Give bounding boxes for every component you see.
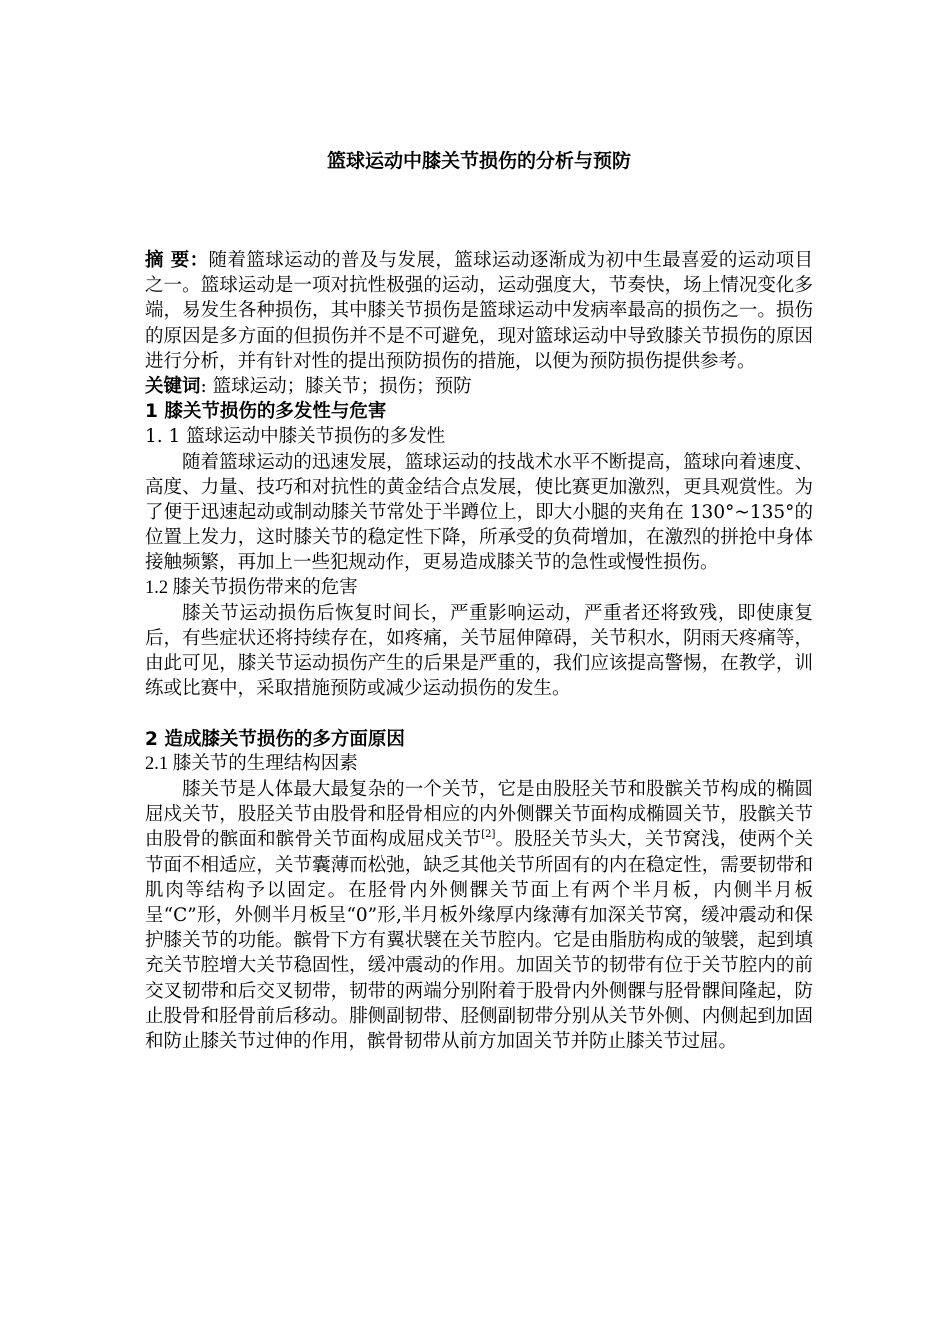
abstract-paragraph xyxy=(145,248,813,374)
page-title: 篮球运动中膝关节损伤的分析与预防 xyxy=(326,150,631,172)
section-2-1-text-b: 。股胫关节头大，关节窝浅，使两个关节面不相适应，关节囊薄而松弛，缺乏其他关节所固有的内在稳定性，需要韧带和肌肉等结构予以固定。在胫骨内外侧髁关节面上有两个半月板，内侧半月板呈“C”形，外侧半月板呈“0”形,半月板外缘厚内缘薄有加深关节窝，缓冲震动和保护膝关节的功能。髌骨下方有翼状襞在关节腔内。它是由脂肪构成的皱襞，起到填充关节腔增大关节稳固性，缓冲震动的作用。加固关节的韧带有位于关节腔内的前交叉韧带和后交叉韧带，韧带的两端分别附着于股骨内外侧髁与胫骨髁间隆起，防止股骨和胫骨前后移动。腓侧副韧带、胫侧副韧带分别从关节外侧、内侧起到加固和防止膝关节过伸的作用，髌骨韧带从前方加固关节并防止膝关节过屈。 xyxy=(145,829,813,1053)
section-1-heading: 1 膝关节损伤的多发性与危害 xyxy=(145,401,387,423)
section-1-2-paragraph: 膝关节运动损伤后恢复时间长，严重影响运动，严重者还将致残，即使康复后，有些症状还将持续存在，如疼痛，关节屈伸障碍，关节积水，阴雨天疼痛等，由此可见，膝关节运动损伤产生的后果是严重的，我们应该提高警惕，在教学，训练或比赛中，采取措施预防或减少运动损伤的发生。 xyxy=(145,602,813,700)
section-1-2-heading: 1.2 膝关节损伤带来的危害 xyxy=(145,577,358,598)
section-2-1-text-a: 膝关节是人体最大最复杂的一个关节，它是由股胫关节和股髌关节构成的椭圆屈戍关节，股胫关节由股骨和胫骨相应的内外侧髁关节面构成椭圆关节，股髌关节由股骨的髌面和髌骨关节面构成屈戍关节 xyxy=(145,779,813,851)
abstract-label: 摘 要： xyxy=(145,250,209,271)
keywords-line xyxy=(145,374,813,399)
section-2-heading: 2 造成膝关节损伤的多方面原因 xyxy=(145,728,405,750)
citation-ref: [2] xyxy=(481,829,496,841)
section-spacer xyxy=(145,702,813,727)
section-1-1-heading: 1. 1 篮球运动中膝关节损伤的多发性 xyxy=(145,426,446,448)
abstract-text: 随着篮球运动的普及与发展，篮球运动逐渐成为初中生最喜爱的运动项目之一。篮球运动是一项对抗性极强的运动，运动强度大，节奏快，场上情况变化多端，易发生各种损伤，其中膝关节损伤是篮球运动中发病率最高的损伤之一。损伤的原因是多方面的但损伤并不是不可避免，现对篮球运动中导致膝关节损伤的原因进行分析，并有针对性的提出预防损伤的措施，以便为预防损伤提供参考。 xyxy=(145,250,813,372)
section-2-1-heading: 2.1 膝关节的生理结构因素 xyxy=(145,753,358,774)
section-1-1-paragraph: 随着篮球运动的迅速发展，篮球运动的技战术水平不断提高，篮球向着速度、高度、力量、技巧和对抗性的黄金结合点发展，使比赛更加激烈，更具观赏性。为了便于迅速起动或制动膝关节常处于半蹲位上，即大小腿的夹角在 130°~135°的位置上发力，这时膝关节的稳定性下降，所承受的负荷增加，在激烈的拼抢中身体接触频繁，再加上一些犯规动作，更易造成膝关节的急性或慢性损伤。 xyxy=(145,451,813,574)
document-body xyxy=(145,248,813,1054)
section-2-1-paragraph xyxy=(145,777,813,1054)
keywords-text: : 篮球运动；膝关节；损伤；预防 xyxy=(200,376,472,398)
keywords-label: 关键词 xyxy=(145,376,201,398)
